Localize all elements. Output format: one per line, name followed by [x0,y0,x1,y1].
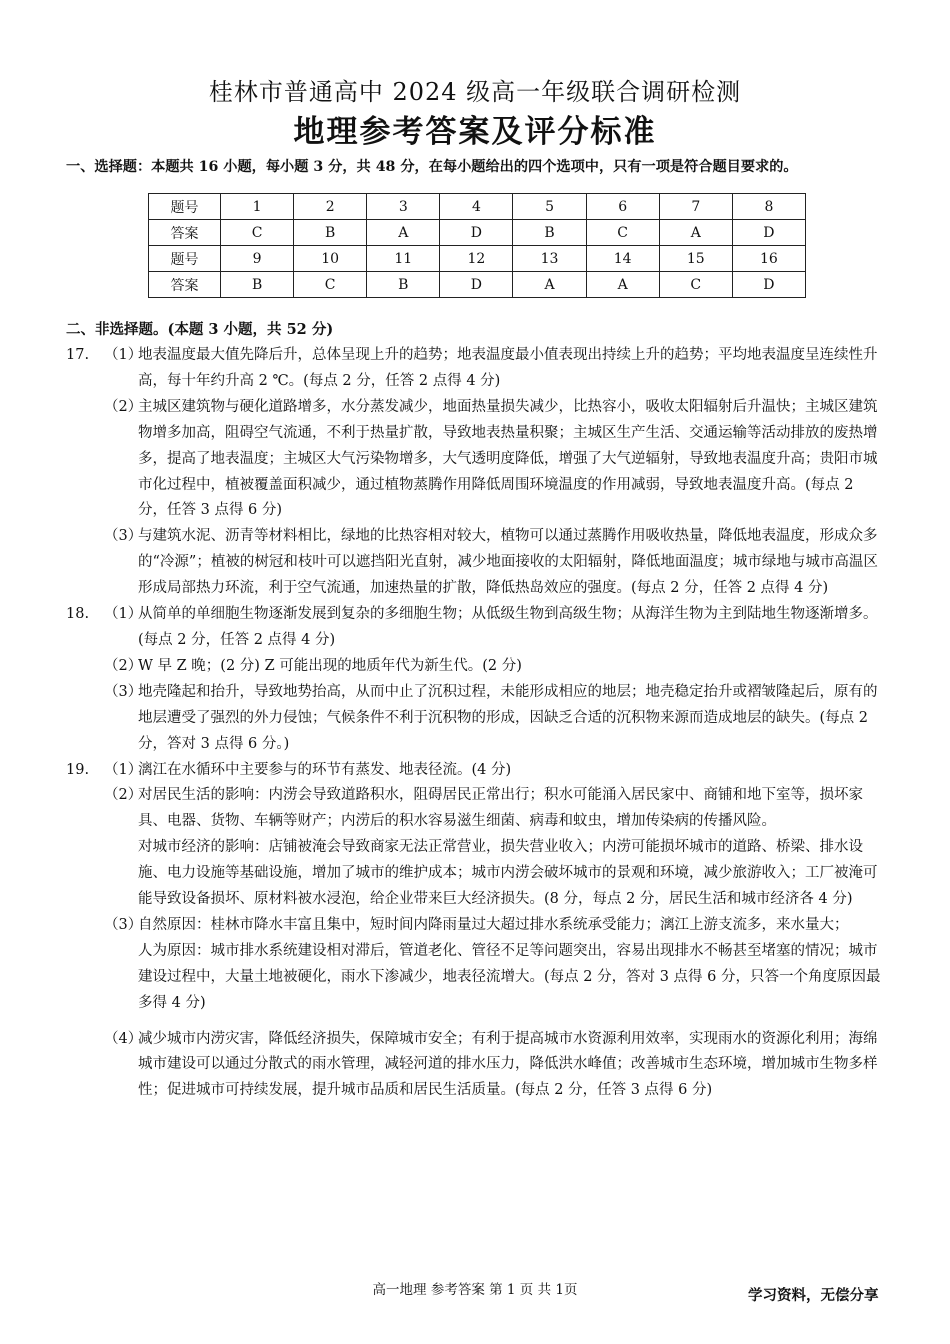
answer-table-cell: 8 [732,194,805,220]
answer-table-cell: 5 [513,194,586,220]
q18-number: 18. [66,606,90,623]
q19-part1-text: 漓江在水循环中主要参与的环节有蒸发、地表径流。(4 分) [138,761,512,778]
section1-heading: 一、选择题：本题共 16 小题，每小题 3 分，共 48 分，在每小题给出的四个选项中，只有一项是符合题目要求的。 [66,159,798,175]
answer-body [66,343,886,1104]
q19-part4-text: 减少城市内涝灾害，降低经济损失，保障城市安全；有利于提高城市水资源利用效率，实现雨水的资源化利用；海绵城市建设可以通过分散式的雨水管理，减轻河道的排水压力，降低洪水峰值；改善城市生态环境，增加城市生物多样性；促进城市可持续发展，提升城市品质和居民生活质量。(每点 2 分，任答 3 点得 6 分) [138,1030,878,1099]
share-watermark: 学习资料，无偿分享 [748,1288,879,1304]
answer-table-cell: 12 [440,246,513,272]
q19-part3-text-a: 自然原因：桂林市降水丰富且集中，短时间内降雨量过大超过排水系统承受能力；漓江上游支流多，来水量大； [138,916,849,933]
answer-table-cell: C [221,220,294,246]
q18-part3-text: 地壳隆起和抬升，导致地势抬高，从而中止了沉积过程，未能形成相应的地层；地壳稳定抬升或褶皱隆起后，原有的地层遭受了强烈的外力侵蚀；气候条件不利于沉积物的形成，因缺乏合适的沉积物来源而造成地层的缺失。(每点 2 分，答对 3 点得 6 分。) [138,683,878,752]
q19-part1 [66,758,886,784]
q19-number: 19. [66,761,90,778]
q19-part2-label: （2） [104,787,143,804]
answer-table-cell: D [440,220,513,246]
answer-table-cell: D [732,272,805,298]
answer-table-cell: D [732,220,805,246]
answer-table-cell: 9 [221,246,294,272]
answer-table-cell: B [367,272,440,298]
exam-title: 桂林市普通高中 2024 级高一年级联合调研检测 [208,78,742,106]
answer-table-cell: 16 [732,246,805,272]
q17-part1-text: 地表温度最大值先降后升，总体呈现上升的趋势；地表温度最小值表现出持续上升的趋势；平均地表温度呈连续性升高，每十年约升高 2 ℃。(每点 2 分，任答 2 点得 4 分) [138,347,878,389]
q17-part3-text: 与建筑水泥、沥青等材料相比，绿地的比热容相对较大，植物可以通过蒸腾作用吸收热量，降低地表温度，形成众多的“冷源”；植被的树冠和枝叶可以遮挡阳光直射，减少地面接收的太阳辐射，降低地面温度；城市绿地与城市高温区形成局部热力环流，利于空气流通，加速热量的扩散，降低热岛效应的强度。(每点 2 分，任答 2 点得 4 分) [138,528,878,597]
answer-table-cell: 4 [440,194,513,220]
answer-table-cell: 1 [221,194,294,220]
spacer [66,1017,886,1027]
answer-table-row-header: 题号 [149,246,221,272]
q17-part1 [66,343,886,395]
q17-part3-label: （3） [104,528,143,545]
answer-table-cell: 10 [294,246,367,272]
q17-part2-text: 主城区建筑物与硬化道路增多，水分蒸发减少，地面热量损失减少，比热容小，吸收太阳辐射后升温快；主城区建筑物增多加高，阻碍空气流通，不利于热量扩散，导致地表热量积聚；主城区生产生活、交通运输等活动排放的废热增多，提高了地表温度；主城区大气污染物增多，大气透明度降低，增强了大气逆辐射，导致地表温度升高；贵阳市城市化过程中，植被覆盖面积减少，通过植物蒸腾作用降低周围环境温度的作用减弱，导致地表温度升高。(每点 2 分，任答 3 点得 6 分) [138,398,878,519]
q19-part4-label: （4） [104,1030,143,1047]
answer-table-cell: B [294,220,367,246]
answer-table-cell: C [586,220,659,246]
answer-table-cell: D [440,272,513,298]
q17-part1-label: （1） [104,347,143,363]
q17-part3 [66,524,886,602]
q18-part1 [66,602,886,654]
answer-table-cell: A [513,272,586,298]
q17-part2-label: （2） [104,398,143,415]
answer-table-cell: 15 [659,246,732,272]
q17-number: 17. [66,347,90,363]
q19-part1-label: （1） [104,761,143,778]
answer-table-cell: 2 [294,194,367,220]
answer-table-row-header: 答案 [149,272,221,298]
answer-table-row [149,272,806,298]
q18-part3-label: （3） [104,683,143,700]
answer-table-cell: C [659,272,732,298]
answer-table-cell: A [659,220,732,246]
document-title: 地理参考答案及评分标准 [293,114,657,150]
answer-table-row [149,246,806,272]
answer-table-cell: A [367,220,440,246]
q18-part2 [66,654,886,680]
answer-table-cell: 13 [513,246,586,272]
q18-part1-label: （1） [104,606,143,623]
q19-part3 [66,913,886,1017]
answer-table-row-header: 题号 [149,194,221,220]
section2-heading: 二、非选择题。(本题 3 小题，共 52 分) [66,321,334,338]
answer-table-cell: B [513,220,586,246]
q18-part2-label: （2） [104,657,143,674]
q17-part2 [66,395,886,525]
q19-part2 [66,783,886,913]
answer-table-row [149,194,806,220]
answer-table-cell: 3 [367,194,440,220]
page-footer: 高一地理 参考答案 第 1 页 共 1页 [372,1282,578,1298]
q18-part2-text: W 早 Z 晚；(2 分) Z 可能出现的地质年代为新生代。(2 分) [138,657,522,674]
q19-part2-text-b: 对城市经济的影响：店铺被淹会导致商家无法正常营业，损失营业收入；内涝可能损坏城市的道路、桥梁、排水设施、电力设施等基础设施，增加了城市的维护成本；城市内涝会破坏城市的景观和环境，减少旅游收入；工厂被淹可能导致设备损坏、原材料被水浸泡，给企业带来巨大经济损失。(8 分，每点 2 分，居民生活和城市经济各 4 分) [138,839,878,908]
q19-part3-text-b: 人为原因：城市排水系统建设相对滞后，管道老化、管径不足等问题突出，容易出现排水不畅甚至堵塞的情况；城市建设过程中，大量土地被硬化，雨水下渗减少，地表径流增大。(每点 2 分，答对 3 点得 6 分，只答一个角度原因最多得 4 分) [138,942,881,1011]
q19-part2-text-a: 对居民生活的影响：内涝会导致道路积水，阻碍居民正常出行；积水可能涌入居民家中、商铺和地下室等，损坏家具、电器、货物、车辆等财产；内涝后的积水容易滋生细菌、病毒和蚊虫，增加传染病的传播风险。 [138,787,863,830]
answer-table-cell: 6 [586,194,659,220]
answer-table-cell: A [586,272,659,298]
answer-table-row [149,220,806,246]
q18-part1-text: 从简单的单细胞生物逐渐发展到复杂的多细胞生物；从低级生物到高级生物；从海洋生物为主到陆地生物逐渐增多。(每点 2 分，任答 2 点得 4 分) [138,606,878,648]
q19-part3-label: （3） [104,916,143,933]
answer-table-cell: 7 [659,194,732,220]
q19-part4 [66,1027,886,1105]
answer-table-cell: C [294,272,367,298]
q18-part3 [66,680,886,758]
answer-table-cell: B [221,272,294,298]
answer-table-row-header: 答案 [149,220,221,246]
choice-answer-table [148,193,806,298]
answer-table-cell: 11 [367,246,440,272]
answer-table-cell: 14 [586,246,659,272]
